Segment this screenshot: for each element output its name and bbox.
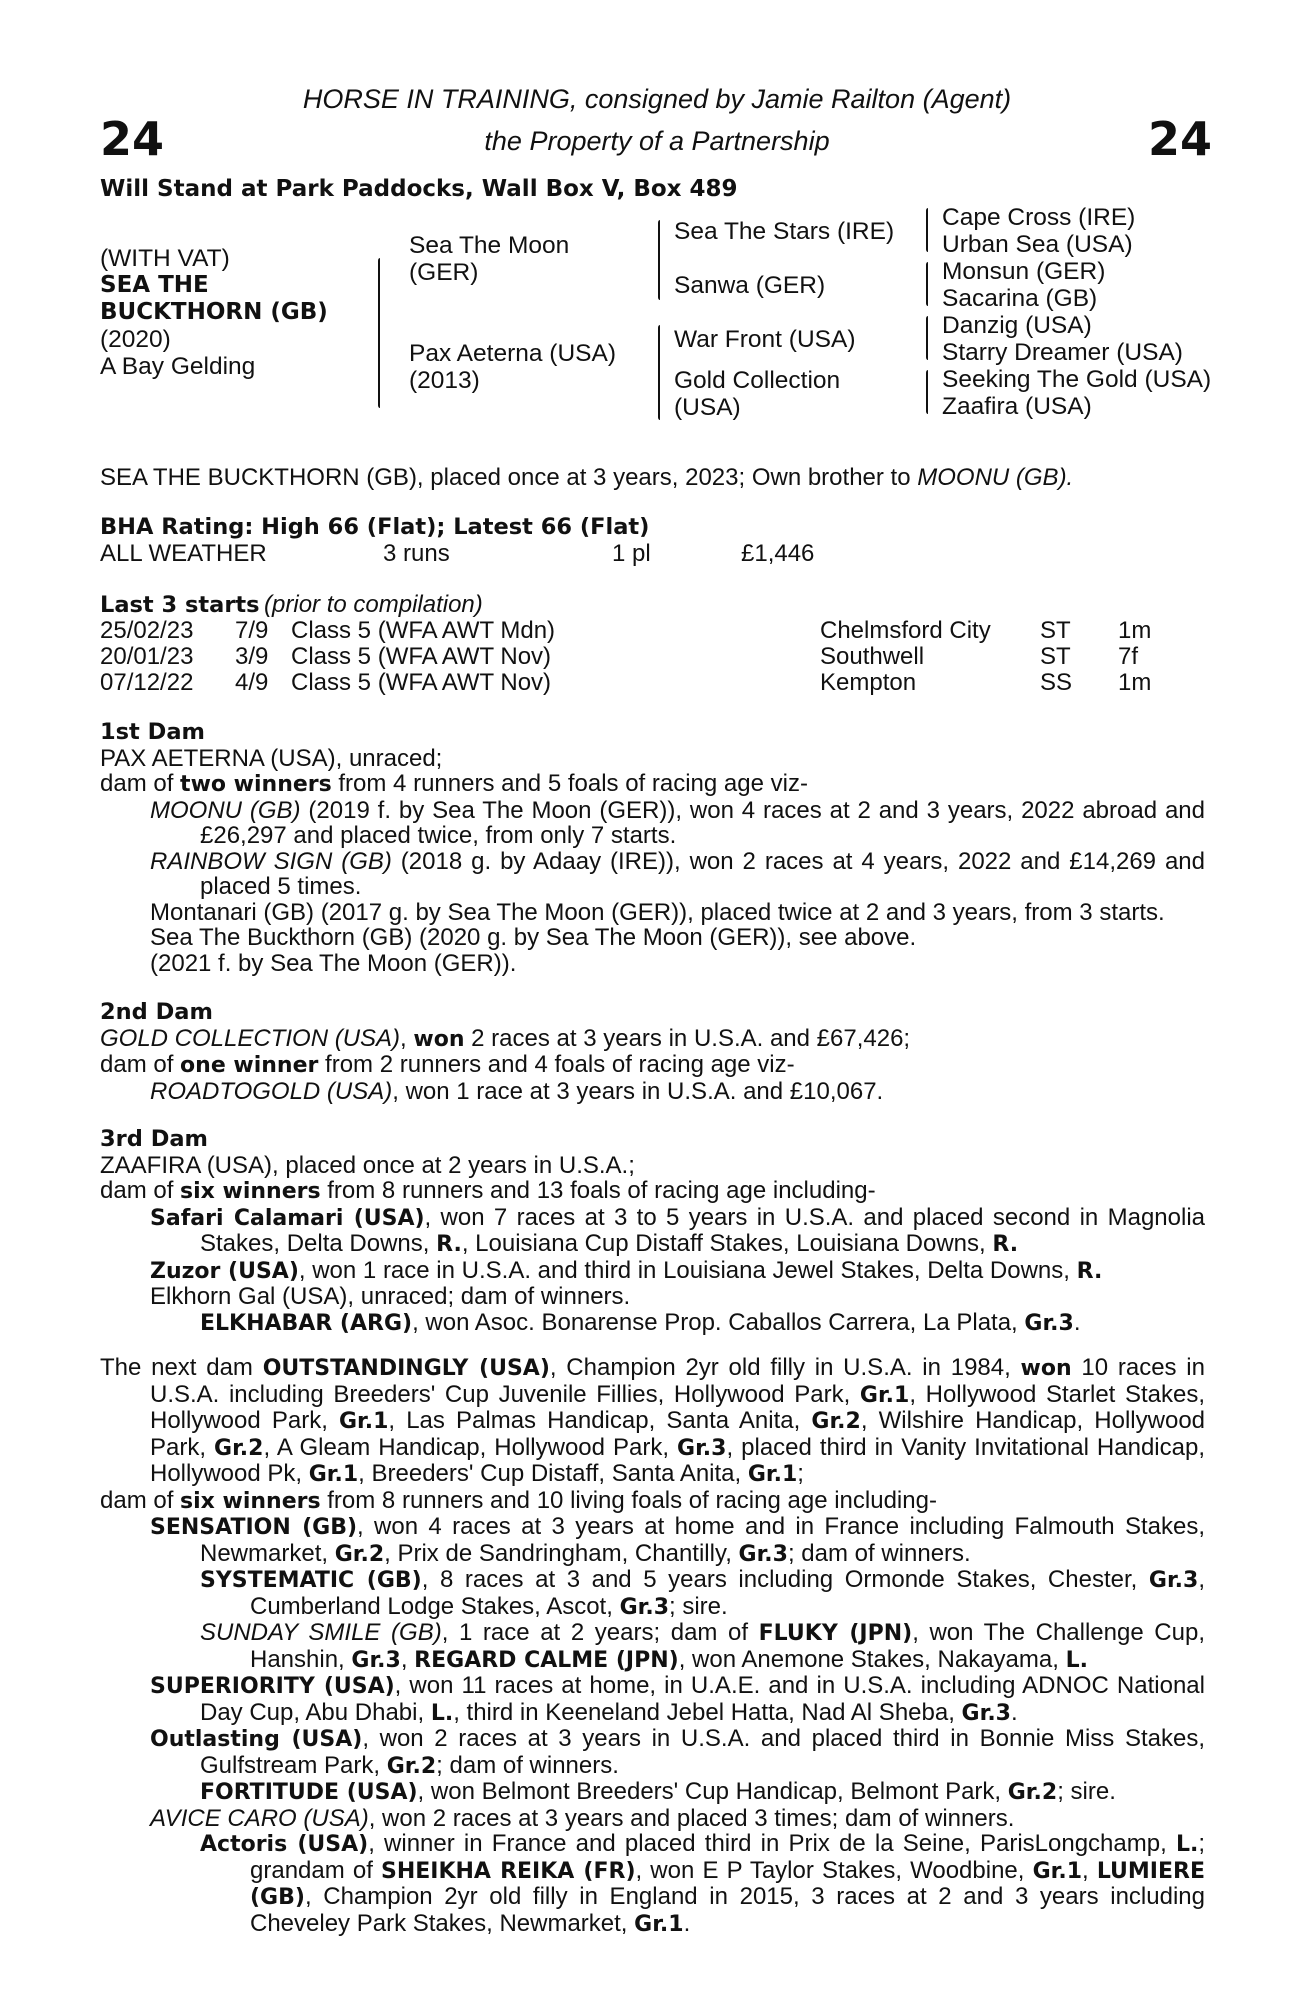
start-position: 3/9 — [235, 643, 269, 670]
start-position: 7/9 — [235, 617, 269, 644]
start-date: 20/01/23 — [100, 643, 194, 670]
start-date: 07/12/22 — [100, 669, 194, 696]
vat-note: (WITH VAT) — [100, 245, 230, 272]
produce-systematic: SYSTEMATIC (GB), 8 races at 3 and 5 years including Ormonde Stakes, Chester, Gr.3, Cumberland Lodge Stakes, Ascot, Gr.3; sire. — [200, 1566, 1205, 1620]
sire-dam: Sanwa (GER) — [674, 272, 826, 299]
second-dam-produce: dam of one winner from 2 runners and 4 foals of racing age viz- — [100, 1051, 795, 1078]
produce-outlasting: Outlasting (USA), won 2 races at 3 years in U.S.A. and placed third in Bonnie Miss Stakes, Gulfstream Park, Gr.2; dam of winners. — [150, 1725, 1205, 1779]
sire-sire: Sea The Stars (IRE) — [674, 218, 895, 245]
ddd: Zaafira (USA) — [942, 393, 1092, 420]
dss: Danzig (USA) — [942, 312, 1092, 339]
third-dam-section — [100, 1127, 1205, 1336]
horse-name-2: BUCKTHORN (GB) — [100, 299, 328, 325]
bha-surface: ALL WEATHER — [100, 540, 267, 567]
summary-line: SEA THE BUCKTHORN (GB), placed once at 3 years, 2023; Own brother to MOONU (GB). — [100, 464, 1074, 491]
start-race: Class 5 (WFA AWT Nov) — [291, 643, 552, 670]
start-race: Class 5 (WFA AWT Nov) — [291, 669, 552, 696]
start-position: 4/9 — [235, 669, 269, 696]
dam-dam-2: (USA) — [674, 394, 741, 421]
dam-sire: War Front (USA) — [674, 326, 856, 353]
dam-year: (2013) — [409, 367, 480, 394]
horse-description: A Bay Gelding — [100, 353, 256, 380]
produce-montanari: Montanari (GB) (2017 g. by Sea The Moon (GER)), placed twice at 2 and 3 years, from 3 starts. — [150, 898, 1165, 926]
next-dam-line: The next dam OUTSTANDINGLY (USA), Champion 2yr old filly in U.S.A. in 1984, won 10 races in U.S.A. including Breeders' Cup Juvenile Fillies, Hollywood Park, Gr.1, Hollywood Starlet Stakes, Hollywood Park, Gr.1, Las Palmas Handicap, Santa Anita, Gr.2, Wilshire Handicap, Hollywood Park, Gr.2, A Gleam Handicap, Hollywood Park, Gr.3, placed third in Vanity Invitational Handicap, Hollywood Pk, Gr.1, Breeders' Cup Distaff, Santa Anita, Gr.1; — [100, 1354, 1206, 1487]
next-dam-produce: dam of six winners from 8 runners and 10 living foals of racing age including- — [100, 1486, 937, 1514]
start-distance: 1m — [1118, 617, 1152, 644]
produce-fortitude: FORTITUDE (USA), won Belmont Breeders' Cup Handicap, Belmont Park, Gr.2; sire. — [200, 1778, 1116, 1805]
horse-name-1: SEA THE — [100, 272, 209, 298]
bha-runs: 3 runs — [383, 540, 450, 567]
produce-roadtogold: ROADTOGOLD (USA), won 1 race at 3 years in U.S.A. and £10,067. — [150, 1077, 884, 1105]
sire-country: (GER) — [409, 259, 479, 286]
next-dam-section — [100, 1355, 1205, 1937]
second-dam-line: GOLD COLLECTION (USA), won 2 races at 3 years in U.S.A. and £67,426; — [100, 1024, 911, 1052]
pedigree-brace-1 — [378, 258, 380, 408]
third-dam-line: ZAAFIRA (USA), placed once at 2 years in U.S.A.; — [100, 1151, 635, 1179]
produce-rainbow-sign: RAINBOW SIGN (GB) (2018 g. by Adaay (IRE)), won 2 races at 4 years, 2022 and £14,269 and placed 5 times. — [150, 847, 1206, 900]
first-dam-section — [100, 720, 1205, 976]
lot-number-right: 24 — [1148, 112, 1213, 166]
start-going: SS — [1040, 669, 1073, 696]
third-dam-title: 3rd Dam — [100, 1126, 208, 1152]
bha-prize: £1,446 — [741, 540, 815, 567]
bha-placed: 1 pl — [612, 540, 651, 567]
start-date: 25/02/23 — [100, 617, 194, 644]
produce-safari-calamari: Safari Calamari (USA), won 7 races at 3 to 5 years in U.S.A. and placed second in Magnolia Stakes, Delta Downs, R., Louisiana Cup Distaff Stakes, Louisiana Downs, R. — [150, 1203, 1205, 1257]
sds: Monsun (GER) — [942, 258, 1106, 285]
lot-number-left: 24 — [100, 112, 165, 166]
start-race: Class 5 (WFA AWT Mdn) — [291, 617, 556, 644]
sdd: Sacarina (GB) — [942, 285, 1098, 312]
produce-sunday-smile: SUNDAY SMILE (GB), 1 race at 2 years; dam of FLUKY (JPN), won The Challenge Cup, Hanshin, Gr.3, REGARD CALME (JPN), won Anemone Stakes, Nakayama, L. — [200, 1619, 1205, 1673]
start-course: Kempton — [820, 669, 917, 696]
consignor-line: HORSE IN TRAINING, consigned by Jamie Railton (Agent) — [302, 84, 1012, 114]
produce-sensation: SENSATION (GB), won 4 races at 3 years at home and in France including Falmouth Stakes, Newmarket, Gr.2, Prix de Sandringham, Chantilly, Gr.3; dam of winners. — [150, 1513, 1205, 1567]
first-dam-line: PAX AETERNA (USA), unraced; — [100, 744, 443, 772]
dsd: Starry Dreamer (USA) — [942, 339, 1183, 366]
sire-name: Sea The Moon — [409, 232, 570, 259]
dam-name: Pax Aeterna (USA) — [409, 340, 616, 367]
produce-superiority: SUPERIORITY (USA), won 11 races at home, in U.A.E. and in U.S.A. including ADNOC National Day Cup, Abu Dhabi, L., third in Keeneland Jebel Hatta, Nad Al Sheba, Gr.3. — [150, 1672, 1205, 1726]
start-course: Chelmsford City — [820, 617, 991, 644]
start-distance: 7f — [1118, 643, 1139, 670]
sss: Cape Cross (IRE) — [942, 204, 1136, 231]
last-starts-heading: Last 3 starts (prior to compilation) — [100, 591, 483, 618]
pedigree-brace-2b — [658, 325, 660, 420]
produce-moonu: MOONU (GB) (2019 f. by Sea The Moon (GER)), won 4 races at 2 and 3 years, 2022 abroad and £26,297 and placed twice, from only 7 starts. — [150, 796, 1205, 849]
dam-dam-1: Gold Collection — [674, 367, 841, 394]
produce-actoris: Actoris (USA), winner in France and placed third in Prix de la Seine, ParisLongchamp, L.; grandam of SHEIKHA REIKA (FR), won E P Taylor Stakes, Woodbine, Gr.1, LUMIERE (GB), Champion 2yr old filly in England in 2015, 3 races at 2 and 3 years including Cheveley Park Stakes, Newmarket, Gr.1. — [200, 1830, 1206, 1937]
pedigree-brace-3a — [926, 208, 928, 252]
bha-rating-title: BHA Rating: High 66 (Flat); Latest 66 (Flat) — [100, 514, 650, 540]
pedigree-brace-2a — [658, 220, 660, 300]
produce-elkhabar: ELKHABAR (ARG), won Asoc. Bonarense Prop. Caballos Carrera, La Plata, Gr.3. — [200, 1308, 1081, 1336]
second-dam-section — [100, 1000, 1205, 1104]
pedigree-brace-3b — [926, 262, 928, 306]
third-dam-produce: dam of six winners from 8 runners and 13 foals of racing age including- — [100, 1177, 876, 1204]
produce-elkhorn-gal: Elkhorn Gal (USA), unraced; dam of winners. — [150, 1283, 631, 1310]
second-dam-title: 2nd Dam — [100, 999, 213, 1025]
start-going: ST — [1040, 643, 1071, 670]
produce-2021-filly: (2021 f. by Sea The Moon (GER)). — [150, 949, 517, 977]
pedigree-brace-3c — [926, 316, 928, 360]
produce-avice-caro: AVICE CARO (USA), won 2 races at 3 years and placed 3 times; dam of winners. — [150, 1804, 1015, 1832]
horse-year: (2020) — [100, 326, 171, 353]
pedigree-brace-3d — [926, 370, 928, 414]
produce-sea-the-buckthorn: Sea The Buckthorn (GB) (2020 g. by Sea The Moon (GER)), see above. — [150, 924, 917, 951]
ssd: Urban Sea (USA) — [942, 231, 1133, 258]
start-course: Southwell — [820, 643, 925, 670]
first-dam-produce: dam of two winners from 4 runners and 5 foals of racing age viz- — [100, 770, 808, 797]
property-line: the Property of a Partnership — [484, 126, 830, 156]
first-dam-title: 1st Dam — [100, 719, 205, 745]
produce-zuzor: Zuzor (USA), won 1 race in U.S.A. and third in Louisiana Jewel Stakes, Delta Downs, R. — [150, 1256, 1103, 1284]
start-distance: 1m — [1118, 669, 1152, 696]
dds: Seeking The Gold (USA) — [942, 366, 1212, 393]
start-going: ST — [1040, 617, 1071, 644]
stand-location: Will Stand at Park Paddocks, Wall Box V, Box 489 — [100, 176, 738, 202]
